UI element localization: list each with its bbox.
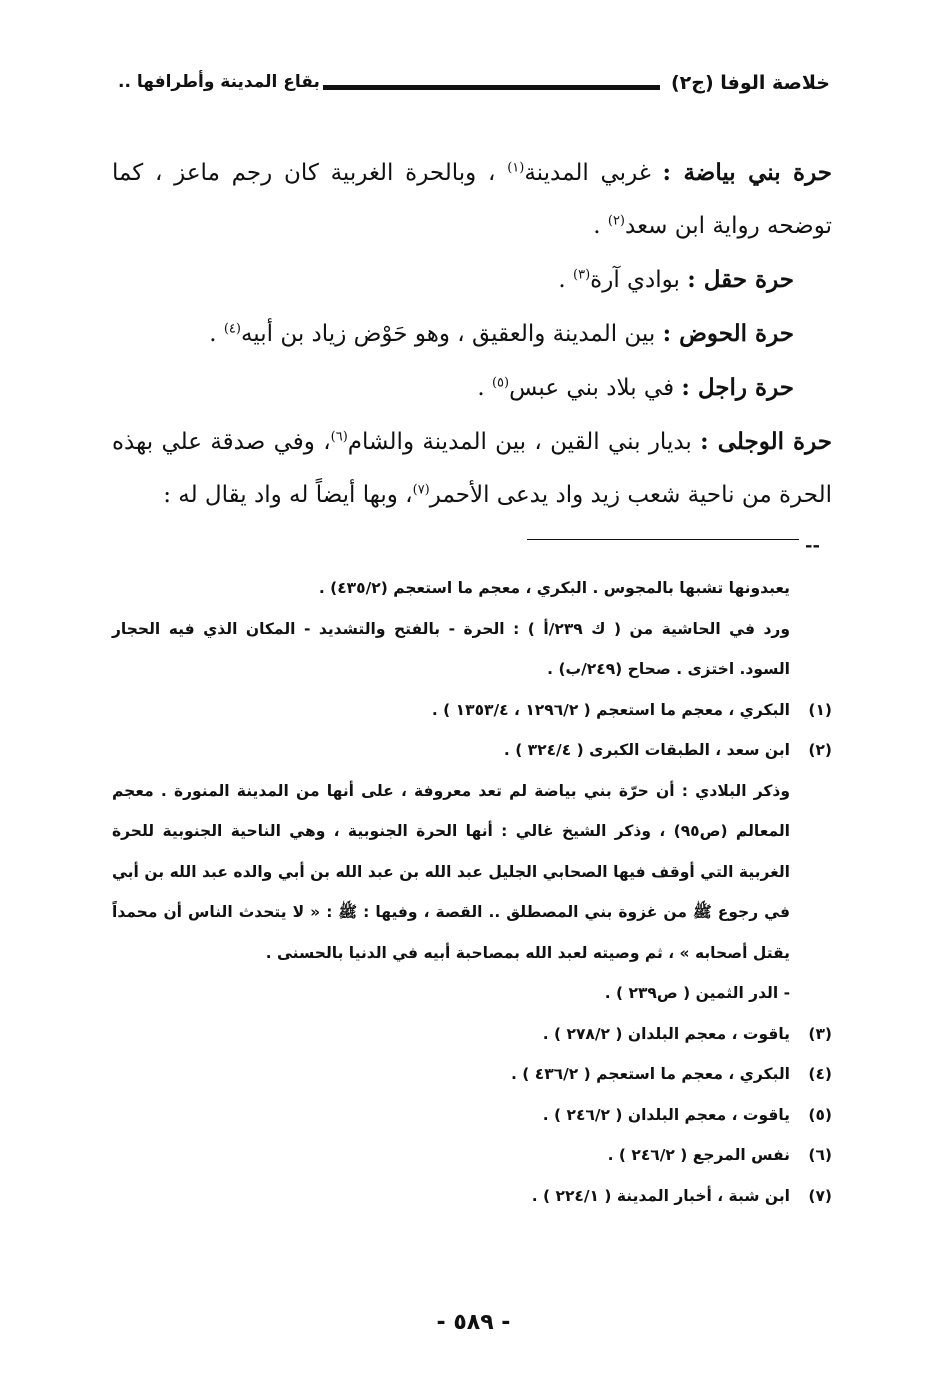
- footnote-number: (٦): [808, 1146, 832, 1164]
- entry-text: .: [593, 213, 608, 239]
- entry-term: حرة راجل :: [681, 374, 794, 401]
- footnote-3: [112, 1014, 832, 1055]
- footnotes: [112, 568, 832, 1216]
- footnote-ref: (٤): [223, 321, 241, 337]
- running-header: [118, 72, 830, 102]
- entry-text: بديار بني القين ، بين المدينة والشام: [347, 429, 701, 455]
- footnote-4: [112, 1054, 832, 1095]
- entry-harrat-haql: [112, 253, 832, 307]
- footnote-number: (٥): [808, 1105, 832, 1124]
- footnote-ref: (٢): [607, 213, 625, 229]
- footnote-number: (٣): [808, 1024, 832, 1043]
- footnote-1: [112, 690, 832, 731]
- footnote-5: [112, 1095, 832, 1136]
- footnote-number: (٢): [808, 741, 832, 759]
- footnote-2-source: - الدر الثمين ( ص٢٣٩ ) .: [604, 984, 790, 1002]
- footnote-text: البكري ، معجم ما استعجم ( ٤٣٦/٢ ) .: [511, 1065, 790, 1083]
- footnote-divider: [527, 539, 799, 540]
- footnote-text: ياقوت ، معجم البلدان ( ٢٧٨/٢ ) .: [542, 1024, 790, 1043]
- entry-term: حرة الحوض :: [662, 320, 794, 347]
- footnote-text: ابن سعد ، الطبقات الكبرى ( ٣٢٤/٤ ) .: [503, 741, 790, 759]
- entry-term: حرة حقل :: [687, 266, 794, 293]
- entry-harrat-al-wajla: [112, 415, 832, 522]
- footnote-ref: (٧): [412, 482, 430, 498]
- footnote-continuation-line: ورد في الحاشية من ( ك ٢٣٩/أ ) : الحرة - بالفتح والتشديد - المكان الذي فيه الحجار السود. اختزى . صحاح (٢٤٩/ب) .: [112, 619, 790, 678]
- entry-text: ، وفي صدقة علي بهذه الحرة من ناحية شعب زيد واد يدعى الأحمر: [112, 429, 832, 508]
- entry-text: بوادي آرة: [590, 267, 688, 293]
- footnote-number: (٤): [808, 1065, 832, 1083]
- entry-text: ، وبها أيضاً له واد يقال له :: [163, 482, 413, 508]
- footnote-ref: (٦): [330, 429, 348, 445]
- footnote-ref: (١): [507, 160, 525, 176]
- footnote-continuation-line: يعبدونها تشبها بالمجوس . البكري ، معجم ما استعجم (٤٣٥/٢) .: [318, 579, 790, 597]
- page-number: - ٥٨٩ -: [436, 1310, 511, 1335]
- entry-harrat-rajil: [112, 361, 832, 415]
- footnote-number: (١): [808, 700, 832, 719]
- entry-term: حرة الوجلى :: [700, 428, 832, 455]
- footnote-divider-dash: --: [805, 535, 820, 556]
- entry-harrat-bani-bayada: [112, 146, 832, 253]
- footnote-2-extra: وذكر البلادي : أن حرّة بني بياضة لم تعد معروفة ، على أنها من المدينة المنورة . معجم المعالم (ص٩٥) ، وذكر الشيخ غالي : أنها الحرة الجنوبية ، وهي الناحية الجنوبية للحرة الغربية التي أوقف فيها الصحابي الجليل عبد الله بن عبد الله بن أبي والده عبد الله بن أبي في رجوع ﷺ من غزوة بني المصطلق .. القصة ، وفيها : ﷺ : « لا يتحدث الناس أن محمداً يقتل أصحابه » ، ثم وصيته لعبد الله بمصاحبة أبيه في الدنيا بالحسنى .: [112, 781, 790, 962]
- entry-term: حرة بني بياضة :: [662, 159, 832, 186]
- footnote-2: [112, 730, 832, 771]
- footnote-text: نفس المرجع ( ٢٤٦/٢ ) .: [607, 1146, 790, 1164]
- main-text: [112, 146, 832, 522]
- entry-text: ، وبالحرة الغربية كان رجم ماعز ، كما توضحه رواية ابن سعد: [112, 160, 832, 239]
- entry-harrat-al-hawd: [112, 307, 832, 361]
- entry-text: .: [477, 375, 492, 401]
- footnote-text: ياقوت ، معجم البلدان ( ٢٤٦/٢ ) .: [542, 1105, 790, 1124]
- entry-text: في بلاد بني عبس: [509, 375, 682, 401]
- footnote-ref: (٣): [573, 267, 591, 283]
- footnote-text: البكري ، معجم ما استعجم ( ١٢٩٦/٢ ، ١٣٥٣/٤ ) .: [431, 700, 790, 719]
- entry-text: .: [558, 267, 574, 293]
- footnote-ref: (٥): [491, 375, 510, 391]
- entry-text: بين المدينة والعقيق ، وهو حَوْض زياد بن أبيه: [240, 321, 663, 347]
- header-chapter-title: بقاع المدينة وأطرافها ..: [118, 72, 320, 92]
- header-book-title: خلاصة الوفا (ج٢): [670, 72, 830, 94]
- footnote-number: (٧): [808, 1186, 832, 1205]
- header-rule: [323, 85, 660, 90]
- entry-text: .: [209, 321, 224, 347]
- footnote-text: ابن شبة ، أخبار المدينة ( ٢٢٤/١ ) .: [531, 1186, 790, 1205]
- footnote-6: [112, 1135, 832, 1176]
- footnote-7: [112, 1176, 832, 1217]
- entry-text: غربي المدينة: [524, 160, 663, 186]
